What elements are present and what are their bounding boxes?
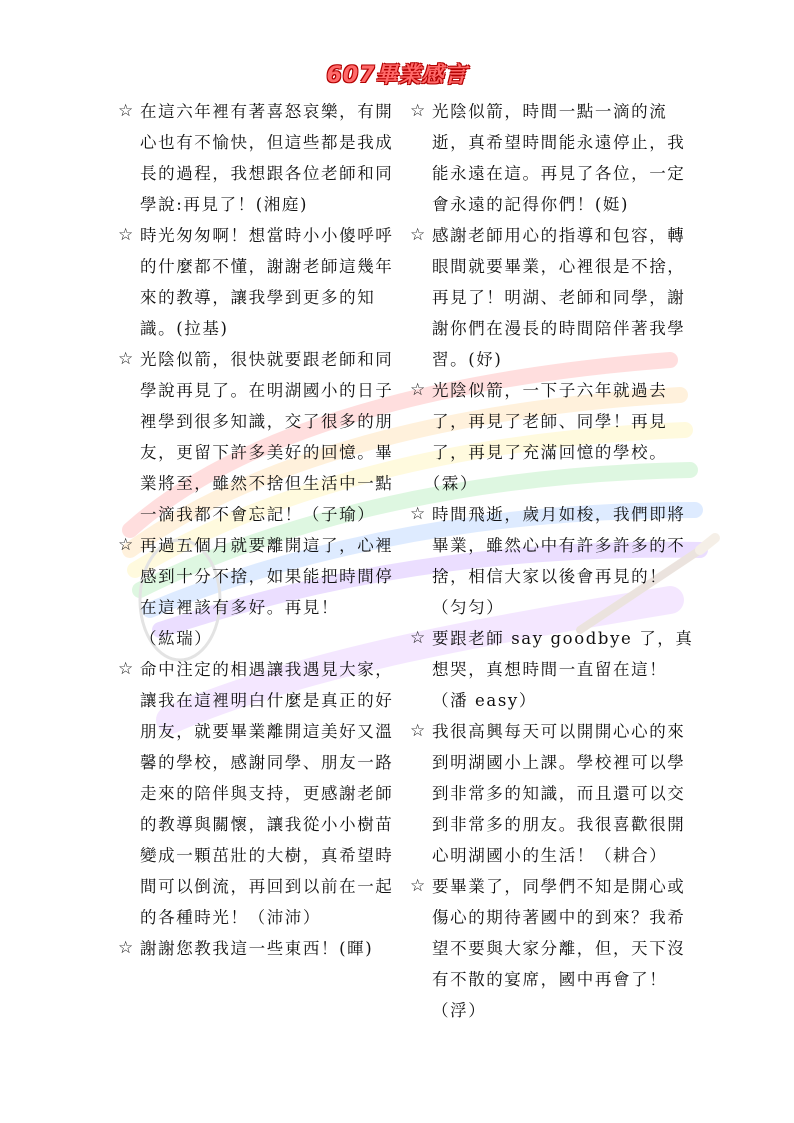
signature: (暉)	[339, 939, 374, 958]
signature: (妤)	[468, 350, 503, 369]
star-bullet-icon: ☆	[410, 721, 427, 741]
star-bullet-icon: ☆	[118, 101, 135, 121]
message-text: 我很高興每天可以開開心心的來到明湖國小上課。學校裡可以學到非常多的知識，而且還可以交到非常多的朋友。我很喜歡很開心明湖國小的生活！	[432, 722, 686, 865]
star-bullet-icon: ☆	[118, 349, 135, 369]
signature: (湘庭)	[255, 195, 309, 214]
message-text: 光陰似箭，很快就要跟老師和同學說再見了。在明湖國小的日子裡學到很多知識，交了很多的朋友，更留下許多美好的回憶。畢業將至，雖然不捨但生活中一點一滴我都不會忘記！	[140, 350, 394, 524]
message-entry	[410, 623, 702, 716]
message-entry	[410, 375, 702, 499]
star-bullet-icon: ☆	[410, 876, 427, 896]
signature: （潘 easy）	[432, 691, 537, 710]
signature: （霖）	[432, 474, 479, 493]
star-bullet-icon: ☆	[410, 504, 427, 524]
signature: （浮）	[432, 1001, 487, 1020]
message-entry	[118, 654, 410, 933]
message-entry	[410, 871, 702, 1026]
message-entry	[118, 530, 410, 654]
right-column	[410, 96, 702, 1026]
message-text: 再過五個月就要離開這了，心裡感到十分不捨，如果能把時間停在這裡該有多好。再見！	[140, 536, 394, 617]
message-entry	[118, 933, 410, 964]
star-bullet-icon: ☆	[410, 225, 427, 245]
message-entry	[410, 220, 702, 375]
signature: （匀匀）	[432, 598, 505, 617]
star-bullet-icon: ☆	[410, 628, 427, 648]
message-text: 時間飛逝，歲月如梭，我們即將畢業，雖然心中有許多許多的不捨，相信大家以後會再見的！	[432, 505, 686, 586]
signature: （耕合）	[594, 846, 668, 865]
star-bullet-icon: ☆	[118, 535, 135, 555]
message-text: 要畢業了，同學們不知是開心或傷心的期待著國中的到來？我希望不要與大家分離，但，天下沒有不散的宴席，國中再會了！	[432, 877, 686, 989]
message-entry	[410, 499, 702, 623]
message-text: 時光匆匆啊！想當時小小傻呼呼的什麼都不懂，謝謝老師這幾年來的教導，讓我學到更多的知識。	[140, 226, 394, 338]
signature: (娗)	[594, 195, 630, 214]
message-text: 命中注定的相遇讓我遇見大家，讓我在這裡明白什麼是真正的好朋友，就要畢業離開這美好又溫馨的學校，感謝同學、朋友一路走來的陪伴與支持，更感謝老師的教導與關懷，讓我從小小樹苗變成一顆茁壯的大樹，真希望時間可以倒流，再回到以前在一起的各種時光！	[140, 660, 394, 927]
message-text: 要跟老師 say goodbye 了，真想哭，真想時間一直留在這！	[432, 629, 694, 679]
message-entry	[118, 344, 410, 530]
message-text: 光陰似箭，一下子六年就過去了，再見了老師、同學！再見了，再見了充滿回憶的學校。	[432, 381, 668, 462]
page-title: 607畢業感言	[326, 63, 468, 88]
star-bullet-icon: ☆	[410, 380, 427, 400]
signature: (拉基)	[176, 319, 229, 338]
star-bullet-icon: ☆	[118, 225, 135, 245]
signature: （沛沛）	[248, 908, 322, 927]
left-column	[118, 96, 410, 964]
message-entry	[118, 220, 410, 344]
message-text: 感謝老師用心的指導和包容，轉眼間就要畢業，心裡很是不捨，再見了！明湖、老師和同學，謝謝你們在漫長的時間陪伴著我學習。	[432, 226, 686, 369]
star-bullet-icon: ☆	[118, 938, 135, 958]
message-entry	[410, 96, 702, 220]
message-text: 謝謝您教我這一些東西！	[140, 939, 340, 958]
star-bullet-icon: ☆	[118, 659, 135, 679]
message-entry	[118, 96, 410, 220]
star-bullet-icon: ☆	[410, 101, 427, 121]
message-entry	[410, 716, 702, 871]
signature: （子瑜）	[302, 505, 376, 524]
message-text: 在這六年裡有著喜怒哀樂，有開心也有不愉快，但這些都是我成長的過程，我想跟各位老師和同學說:再見了！	[140, 102, 394, 214]
signature: （紘瑞）	[140, 629, 213, 648]
message-text: 光陰似箭，時間一點一滴的流逝，真希望時間能永遠停止，我能永遠在這。再見了各位，一定會永遠的記得你們！	[432, 102, 686, 214]
